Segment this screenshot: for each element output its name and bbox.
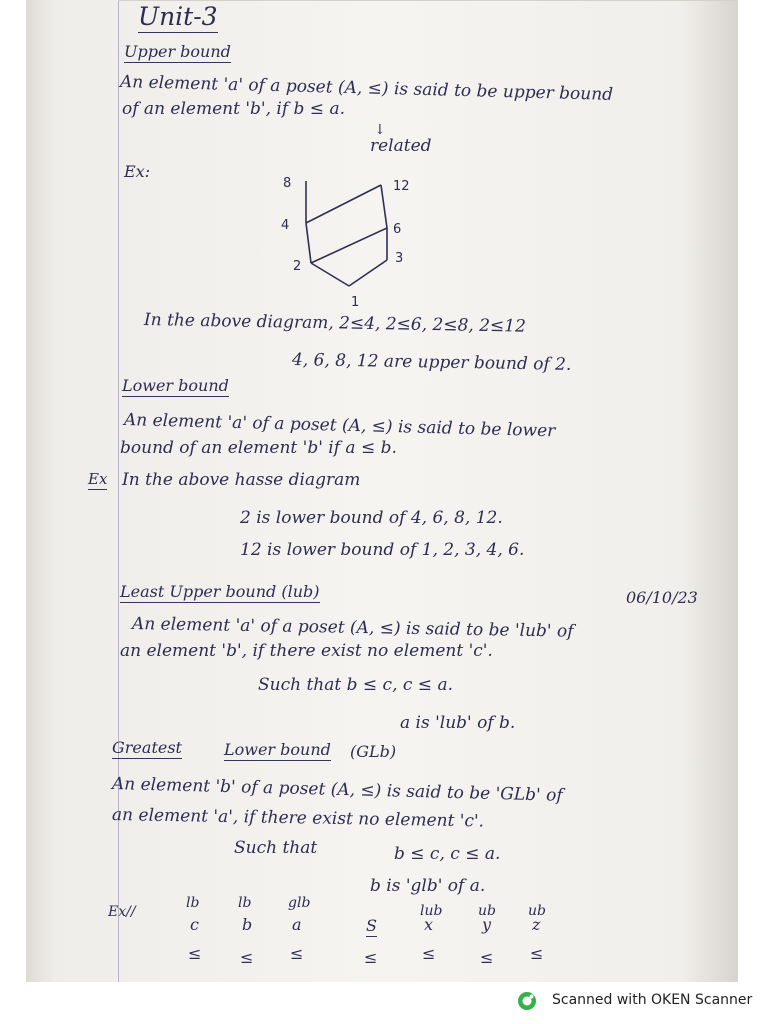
glb-def-line3b: b ≤ c, c ≤ a. <box>394 844 501 864</box>
margin-line <box>118 0 119 982</box>
example-col-symbol: a <box>292 915 302 934</box>
glb-def-line3: Such that <box>234 838 318 858</box>
example-col-leq: ≤ <box>480 948 494 967</box>
upper-bound-title: Upper bound <box>124 42 231 61</box>
hasse-edge-2-6 <box>311 228 387 263</box>
upper-bound-def-line1: An element 'a' of a poset (A, ≤) is said to be upper bound <box>119 72 614 105</box>
example-col-leq: ≤ <box>530 944 544 963</box>
lub-def-line1: An element 'a' of a poset (A, ≤) is said to be 'lub' of <box>131 614 574 642</box>
example-col-top: glb <box>288 895 311 911</box>
scanner-watermark: Scanned with OKEN Scanner <box>552 992 753 1008</box>
glb-def-line2: an element 'a', if there exist no element 'c'. <box>111 805 485 832</box>
example-col-leq: ≤ <box>290 944 304 963</box>
example-row-label: Ex// <box>108 904 136 920</box>
example-col-leq: ≤ <box>364 948 378 967</box>
example-col-symbol: z <box>532 915 541 934</box>
glb-def-line4: b is 'glb' of a. <box>370 876 486 896</box>
glb-def-line1: An element 'b' of a poset (A, ≤) is said to be 'GLb' of <box>111 774 563 806</box>
example-col-symbol: x <box>424 915 434 934</box>
upper-example-label: Ex: <box>124 162 151 181</box>
example-col-symbol: S <box>366 916 377 935</box>
example-col-leq: ≤ <box>422 944 436 963</box>
oken-scanner-logo-icon <box>517 991 537 1011</box>
example-col-symbol: y <box>482 915 492 934</box>
example-col-symbol: b <box>242 915 253 934</box>
example-col-leq: ≤ <box>188 944 202 963</box>
related-arrow: ↓ <box>374 122 386 138</box>
upper-bound-def-line2: of an element 'b', if b ≤ a. <box>122 99 345 119</box>
lower-example-a: 2 is lower bound of 4, 6, 8, 12. <box>240 508 503 528</box>
hasse-edge-2-4 <box>306 223 311 263</box>
hasse-edge-1-2 <box>311 263 349 286</box>
lub-def-line2: an element 'b', if there exist no element 'c'. <box>120 641 493 661</box>
diagram-note-line2: 4, 6, 8, 12 are upper bound of 2. <box>291 350 572 375</box>
glb-title-lower-bound: Lower bound <box>224 740 331 759</box>
unit-heading: Unit-3 <box>138 2 218 31</box>
hasse-edge-4-12 <box>306 185 381 223</box>
glb-title-greatest: Greatest <box>112 738 182 757</box>
diagram-note-line1: In the above diagram, 2≤4, 2≤6, 2≤8, 2≤12 <box>143 310 527 337</box>
hasse-edge-1-3 <box>349 260 387 286</box>
lub-date: 06/10/23 <box>626 588 698 607</box>
lub-def-line4: a is 'lub' of b. <box>400 713 516 733</box>
example-col-top: lub <box>420 903 443 919</box>
lower-example-label: Ex <box>88 470 108 488</box>
related-note: related <box>370 136 432 156</box>
lub-title: Least Upper bound (lub) <box>120 582 320 601</box>
lower-bound-title: Lower bound <box>122 376 229 395</box>
example-col-top: lb <box>186 895 200 911</box>
notebook-page <box>26 0 738 982</box>
example-col-symbol: c <box>190 915 199 934</box>
hasse-node-8: 8 <box>283 176 292 191</box>
lower-bound-def-line2: bound of an element 'b' if a ≤ b. <box>120 438 397 458</box>
example-col-top: ub <box>528 903 546 919</box>
hasse-node-4: 4 <box>281 218 290 233</box>
hasse-node-12: 12 <box>393 179 410 194</box>
example-col-leq: ≤ <box>240 948 254 967</box>
lub-def-line3: Such that b ≤ c, c ≤ a. <box>258 675 453 695</box>
example-col-top: lb <box>238 895 252 911</box>
lower-bound-def-line1: An element 'a' of a poset (A, ≤) is said to be lower <box>123 410 556 442</box>
page-rule <box>118 0 738 1</box>
hasse-diagram <box>251 168 416 316</box>
lower-example-b: 12 is lower bound of 1, 2, 3, 4, 6. <box>240 540 525 560</box>
hasse-edge-6-12 <box>381 185 387 228</box>
hasse-node-3: 3 <box>395 251 404 266</box>
hasse-node-1: 1 <box>351 295 360 310</box>
hasse-node-6: 6 <box>393 222 402 237</box>
hasse-node-2: 2 <box>293 259 302 274</box>
example-col-top: ub <box>478 903 496 919</box>
lower-example-line: In the above hasse diagram <box>122 470 361 490</box>
glb-title-abbrev: (GLb) <box>350 742 397 761</box>
